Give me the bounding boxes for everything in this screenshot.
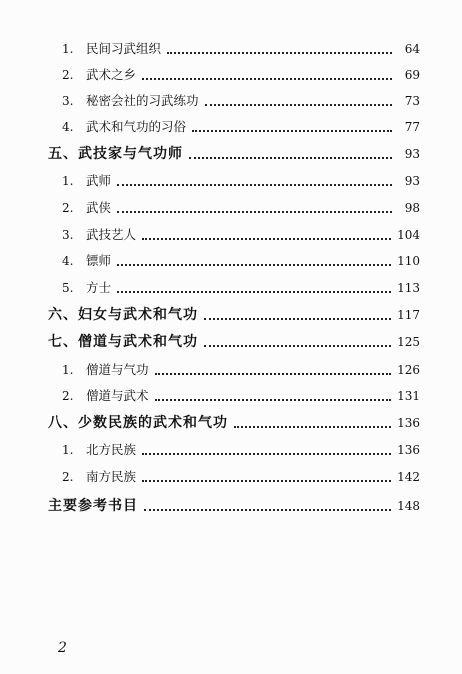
toc-entry <box>0 172 420 190</box>
toc-entry-page: 64 <box>404 42 420 56</box>
toc-entry-title: 北方民族 <box>86 442 137 457</box>
toc-entry-number: 5. <box>62 281 74 295</box>
dot-leader <box>204 316 391 320</box>
toc-entry-number: 1. <box>62 174 74 188</box>
toc-entry-page: 113 <box>397 281 420 295</box>
dot-leader <box>142 76 392 80</box>
toc-entry-page: 148 <box>397 499 420 513</box>
dot-leader <box>192 128 392 132</box>
toc-entry-number: 3. <box>62 94 74 108</box>
toc-entry-title: 武侠 <box>86 200 112 215</box>
dot-leader <box>205 102 392 106</box>
toc-entry-page: 110 <box>397 254 420 268</box>
toc-entry-title: 僧道与气功 <box>86 362 149 377</box>
toc-chapter <box>0 333 420 351</box>
toc-entry-page: 77 <box>404 120 420 134</box>
dot-leader <box>117 262 391 266</box>
dot-leader <box>142 478 391 482</box>
dot-leader <box>144 507 391 511</box>
dot-leader <box>142 236 391 240</box>
toc-entry-page: 73 <box>404 94 420 108</box>
dot-leader <box>167 50 392 54</box>
toc-entry-page: 93 <box>404 147 420 161</box>
toc-chapter <box>0 497 420 515</box>
toc-entry-page: 125 <box>397 335 420 349</box>
toc-entry-page: 69 <box>404 68 420 82</box>
toc-chapter-title: 六、妇女与武术和气功 <box>48 307 198 323</box>
toc-entry-page: 117 <box>397 308 420 322</box>
toc-entry <box>0 252 420 270</box>
toc-entry-title: 南方民族 <box>86 469 137 484</box>
toc-entry <box>0 199 420 217</box>
dot-leader <box>142 451 391 455</box>
toc-entry-title: 僧道与武术 <box>86 388 149 403</box>
toc-entry-number: 4. <box>62 254 74 268</box>
toc-entry-number: 2. <box>62 201 74 215</box>
toc-entry-title: 武师 <box>86 173 112 188</box>
toc-entry-page: 104 <box>397 228 420 242</box>
toc-entry-number: 2. <box>62 389 74 403</box>
toc-chapter <box>0 414 420 432</box>
toc-entry-title: 民间习武组织 <box>86 41 162 56</box>
toc-entry-title: 秘密会社的习武练功 <box>86 93 199 108</box>
toc-entry-number: 4. <box>62 120 74 134</box>
toc-chapter-title: 七、僧道与武术和气功 <box>48 334 198 350</box>
dot-leader <box>117 209 392 213</box>
toc-chapter-title: 八、少数民族的武术和气功 <box>48 415 228 431</box>
toc-entry-number: 1. <box>62 363 74 377</box>
toc-chapter-title: 五、武技家与气功师 <box>48 146 183 162</box>
toc-entry-title: 武术和气功的习俗 <box>86 119 187 134</box>
dot-leader <box>117 289 391 293</box>
page-number: 2 <box>58 640 67 656</box>
toc-entry <box>0 40 420 58</box>
toc-entry-page: 98 <box>404 201 420 215</box>
toc-chapter <box>0 306 420 324</box>
dot-leader <box>234 424 391 428</box>
toc-entry-page: 131 <box>397 389 420 403</box>
toc-entry-number: 2. <box>62 68 74 82</box>
toc-entry <box>0 226 420 244</box>
dot-leader <box>204 343 391 347</box>
toc-entry-page: 93 <box>404 174 420 188</box>
toc-entry <box>0 66 420 84</box>
dot-leader <box>155 371 392 375</box>
toc-entry <box>0 92 420 110</box>
dot-leader <box>155 397 392 401</box>
toc-chapter-title: 主要参考书目 <box>48 498 138 514</box>
toc-entry-page: 136 <box>397 443 420 457</box>
toc-entry-page: 142 <box>397 470 420 484</box>
toc-entry <box>0 441 420 459</box>
dot-leader <box>117 182 392 186</box>
toc-entry-number: 2. <box>62 470 74 484</box>
toc-entry <box>0 387 420 405</box>
dot-leader <box>189 155 392 159</box>
toc-entry-page: 126 <box>397 363 420 377</box>
toc-entry-title: 武术之乡 <box>86 67 137 82</box>
toc-entry-number: 3. <box>62 228 74 242</box>
toc-entry-number: 1. <box>62 42 74 56</box>
toc-entry-title: 镖师 <box>86 253 112 268</box>
toc-entry <box>0 361 420 379</box>
toc-entry <box>0 279 420 297</box>
toc-entry-number: 1. <box>62 443 74 457</box>
toc-entry <box>0 468 420 486</box>
toc-entry <box>0 118 420 136</box>
toc-entry-title: 方士 <box>86 280 112 295</box>
toc-entry-title: 武技艺人 <box>86 227 137 242</box>
toc-entry-page: 136 <box>397 416 420 430</box>
toc-chapter <box>0 145 420 163</box>
